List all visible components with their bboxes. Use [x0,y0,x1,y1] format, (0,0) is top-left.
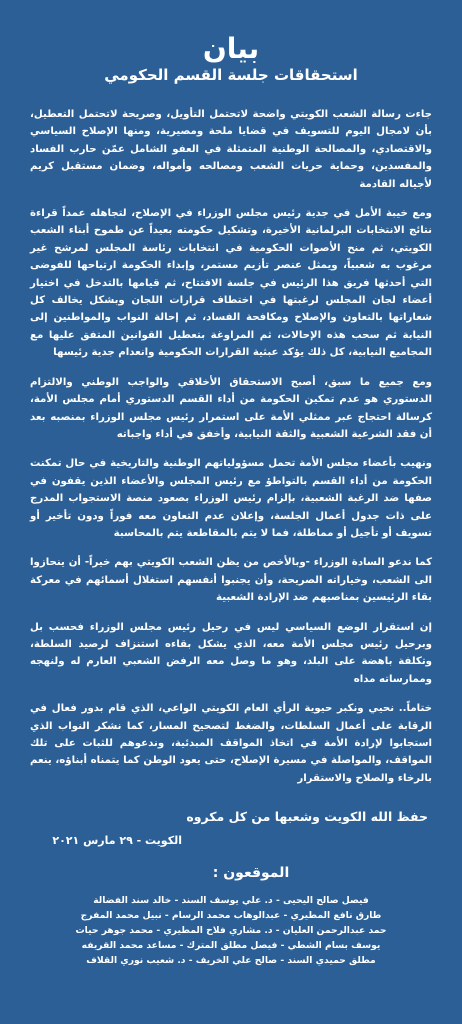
signer-line: حمد عبدالرحمن العليان - د. مشاري فلاح المطيري - محمد جوهر حيات [75,925,387,937]
signer-line: فيصل صالح اليحيى - د. علي يوسف السند - خالد سند الفضالة [93,895,369,907]
paragraph-6: إن استقرار الوضع السياسي ليس في رحيل رئيس مجلس الوزراء فحسب بل وبرحيل رئيس مجلس الأمة معه، الذي يشكل بقاءه استنزاف لرصيد السلطة، وتكلفة باهضة على البلد، وهو ما وصل معه الرفض الشعبي العارم له ولنهجه وممارساته مداه [30,621,432,685]
statement-title: بيان [202,32,260,65]
signer-line: طارق نافع المطيري - عبدالوهاب محمد الرسام - نبيل محمد المفرج [80,910,382,922]
paragraph-5: كما ندعو السادة الوزراء -وبالأخص من يظن الشعب الكويتي بهم خيراً- أن ينحازوا الى الشعب، وخياراته الصريحة، وأن يجنبوا أنفسهم استغلال أسمائهم في معركة بقاء الرئيسين بمناصبهم ضد الإرادة الشعبية [30,557,432,604]
paragraph-1: جاءت رسالة الشعب الكويتي واضحة لاتحتمل التأويل، وصريحة لاتحتمل التعطيل، بأن لامجال اليوم للتسويف في قضايا ملحة ومصيرية، ومنها الإصلاح السياسي والاقتصادي، والمصالحة الوطنية المتمثلة في العفو الشامل عمّن حارب الفساد والمفسدين، وحماية حريات الشعب ومصالحه وأمواله، وضمان مستقبل كريم لأجياله القادمة [30,109,432,190]
closing-prayer: حفظ الله الكويت وشعبها من كل مكروه [186,809,428,825]
paragraph-2: ومع خيبة الأمل في جدية رئيس مجلس الوزراء في الإصلاح، لتجاهله عمداً قراءة نتائج الانتخابات البرلمانية الأخيرة، وتشكيل حكومته بعيداً عن طموح أبناء الشعب الكويتي، ثم منح الأصوات الحكومية في انتخابات رئاسة المجلس لمرشح غير مرغوب به شعبياً، ويمثل عنصر تأزيم مستمر، وإبداء الحكومة ارتياحها للفوضى التي أحدثها فريق هذا الرئيس في جلسة الافتتاح، ثم قيامها بالتدخل في اختيار أعضاء لجان المجلس لرغبتها في اختطاف قرارات اللجان وبشكل يخالف كل شعاراتها بالتعاون والإصلاح ومكافحة الفساد، ثم إحالة النواب والمواطنين إلى النيابة ثم سحب هذه الإحالات، ثم المراوغة بتعطيل القوانين المتفق عليها مع المجاميع النيابية، كل ذلك يؤكد عبثية القرارات الحكومية وانعدام جدية رئيسها [30,208,432,359]
statement-subtitle: استحقاقات جلسة القسم الحكومي [104,66,358,84]
paragraph-3: ومع جميع ما سبق، أصبح الاستحقاق الأخلاقي والواجب الوطني والالتزام الدستوري هو عدم تمكين الحكومة من أداء القسم الدستوري أمام مجلس الأمة، كرسالة احتجاج عبر ممثلي الأمة على استمرار رئيس مجلس الوزراء بمنصبه بعد أن فقد الشرعية الشعبية والثقة النيابية، وأخفق في أداء واجباته [30,376,432,440]
paragraph-4: ونهيب بأعضاء مجلس الأمة تحمل مسؤولياتهم الوطنية والتاريخية في حال تمكنت الحكومة من أداء القسم بالتواطؤ مع رئيس المجلس والأعضاء الذين يقفون في صفها ضد الرغبة الشعبية، بإلزام رئيس الوزراء بصعود منصة الاستجواب المدرج على ذات جدول أعمال الجلسة، وإعلان عدم التعاون معه فوراً ودون تأخير أو تسويف أو تأجيل أو مماطلة، فما لا يتم بالمقاطعة يتم بالمحاسبة [30,458,432,539]
signer-line: يوسف بسام الشطي - فيصل مطلق المترك - مساعد محمد القريفه [81,940,381,952]
signers-section [30,865,432,968]
signer-line: مطلق حميدي السند - صالح علي الخريف - د. شعيب نوري القلاف [86,955,376,967]
signers-heading: الموقعون : [212,865,290,882]
paragraph-7: ختاماً.. نحيي ونكبر حيوية الرأي العام الكويتي الواعي، الذي قام بدور فعال في الرقابة على أعمال السلطات، والضغط لتصحيح المسار، كما نشكر النواب الذي استجابوا لإرادة الأمة في اتخاذ المواقف المبدئية، وندعوهم للثبات على تلك المواقف، والمواصلة في مسيرة الإصلاح، حتى يعود الوطن كما يتمناه أبناؤه، ينعم بالرخاء والصلاح والاستقرار [30,703,432,784]
statement-date: الكويت - ٢٩ مارس ٢٠٢١ [52,834,182,848]
